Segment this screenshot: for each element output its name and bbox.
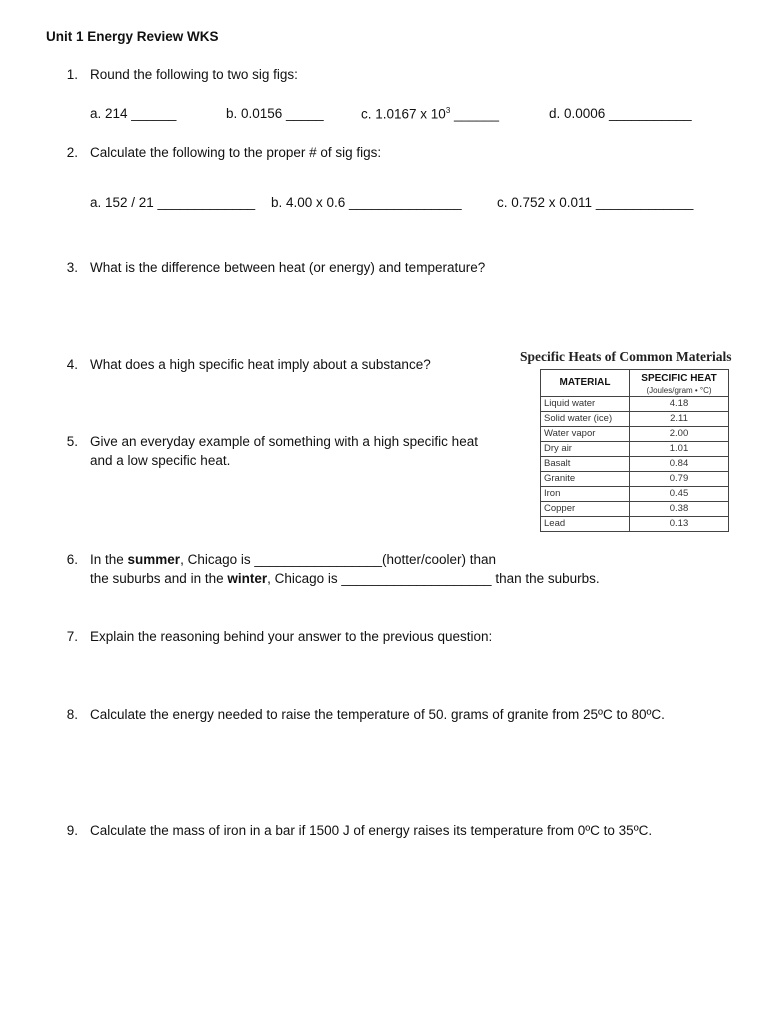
- question-8-text: Calculate the energy needed to raise the temperature of 50. grams of granite from 25ºC to 80ºC.: [90, 707, 665, 722]
- table-row: [541, 472, 729, 487]
- material-cell: Water vapor: [541, 427, 630, 442]
- specific-heat-column-header: [630, 370, 729, 397]
- material-cell: Dry air: [541, 442, 630, 457]
- q1-part-c-blank: ______: [450, 106, 500, 122]
- q1-part-c: [361, 106, 499, 122]
- table-row: [541, 502, 729, 517]
- question-3-number: 3.: [66, 260, 78, 275]
- specific-heat-cell: 0.38: [630, 502, 729, 517]
- question-2-number: 2.: [66, 145, 78, 160]
- specific-heat-cell: 0.84: [630, 457, 729, 472]
- q6-winter-emphasis: winter: [227, 571, 268, 586]
- table-row: [541, 427, 729, 442]
- material-cell: Copper: [541, 502, 630, 517]
- question-5-line-1: Give an everyday example of something with a high specific heat: [90, 434, 478, 449]
- specific-heat-header-label: SPECIFIC HEAT: [641, 372, 717, 384]
- question-5-number: 5.: [66, 434, 78, 449]
- material-cell: Solid water (ice): [541, 412, 630, 427]
- question-6-line-1: [90, 552, 496, 567]
- table-row: [541, 442, 729, 457]
- material-cell: Basalt: [541, 457, 630, 472]
- specific-heat-cell: 0.45: [630, 487, 729, 502]
- material-cell: Liquid water: [541, 397, 630, 412]
- table-title: Specific Heats of Common Materials: [520, 349, 732, 364]
- specific-heat-units: (Joules/gram • °C): [646, 385, 712, 395]
- question-9-number: 9.: [66, 823, 78, 838]
- question-6-number: 6.: [66, 552, 78, 567]
- q6-line-2-end: , Chicago is ____________________ than the suburbs.: [267, 571, 600, 586]
- table-row: [541, 397, 729, 412]
- specific-heat-cell: 0.79: [630, 472, 729, 487]
- table-row: [541, 457, 729, 472]
- specific-heat-table: [540, 369, 729, 532]
- material-cell: Granite: [541, 472, 630, 487]
- specific-heat-cell: 0.13: [630, 517, 729, 532]
- table-header-row: [541, 370, 729, 397]
- question-7-number: 7.: [66, 629, 78, 644]
- question-2-text: Calculate the following to the proper # of sig figs:: [90, 145, 382, 160]
- question-7-text: Explain the reasoning behind your answer to the previous question:: [90, 629, 493, 644]
- question-8-number: 8.: [66, 707, 78, 722]
- q6-summer-emphasis: summer: [127, 552, 181, 567]
- question-6-line-2: [90, 571, 600, 586]
- specific-heat-cell: 2.00: [630, 427, 729, 442]
- question-5-line-2: and a low specific heat.: [90, 453, 231, 468]
- specific-heat-cell: 2.11: [630, 412, 729, 427]
- material-cell: Iron: [541, 487, 630, 502]
- q1-part-c-base: c. 1.0167 x 10: [361, 106, 446, 122]
- table-row: [541, 487, 729, 502]
- q2-part-a: a. 152 / 21 _____________: [90, 195, 256, 210]
- q2-part-b: b. 4.00 x 0.6 _______________: [271, 195, 462, 210]
- question-4-number: 4.: [66, 357, 78, 372]
- q6-line-1-end: , Chicago is _________________(hotter/cooler) than: [180, 552, 497, 567]
- q2-part-c: c. 0.752 x 0.011 _____________: [497, 195, 694, 210]
- material-cell: Lead: [541, 517, 630, 532]
- table-body: [541, 397, 729, 532]
- specific-heat-cell: 1.01: [630, 442, 729, 457]
- q1-part-a: a. 214 ______: [90, 106, 177, 121]
- q6-line-2-start: the suburbs and in the: [90, 571, 228, 586]
- question-9-text: Calculate the mass of iron in a bar if 1500 J of energy raises its temperature from 0ºC to 35ºC.: [90, 823, 653, 838]
- question-1-number: 1.: [66, 67, 78, 82]
- question-1-text: Round the following to two sig figs:: [90, 67, 298, 82]
- q1-part-d: d. 0.0006 ___________: [549, 106, 692, 121]
- table-row: [541, 412, 729, 427]
- q1-part-c-exponent: 3: [445, 106, 451, 115]
- table-row: [541, 517, 729, 532]
- material-column-header: MATERIAL: [541, 370, 630, 397]
- q6-line-1-start: In the: [90, 552, 128, 567]
- specific-heat-cell: 4.18: [630, 397, 729, 412]
- question-4-text: What does a high specific heat imply about a substance?: [90, 357, 431, 372]
- worksheet-title: Unit 1 Energy Review WKS: [46, 29, 219, 44]
- question-3-text: What is the difference between heat (or energy) and temperature?: [90, 260, 486, 275]
- q1-part-b: b. 0.0156 _____: [226, 106, 324, 121]
